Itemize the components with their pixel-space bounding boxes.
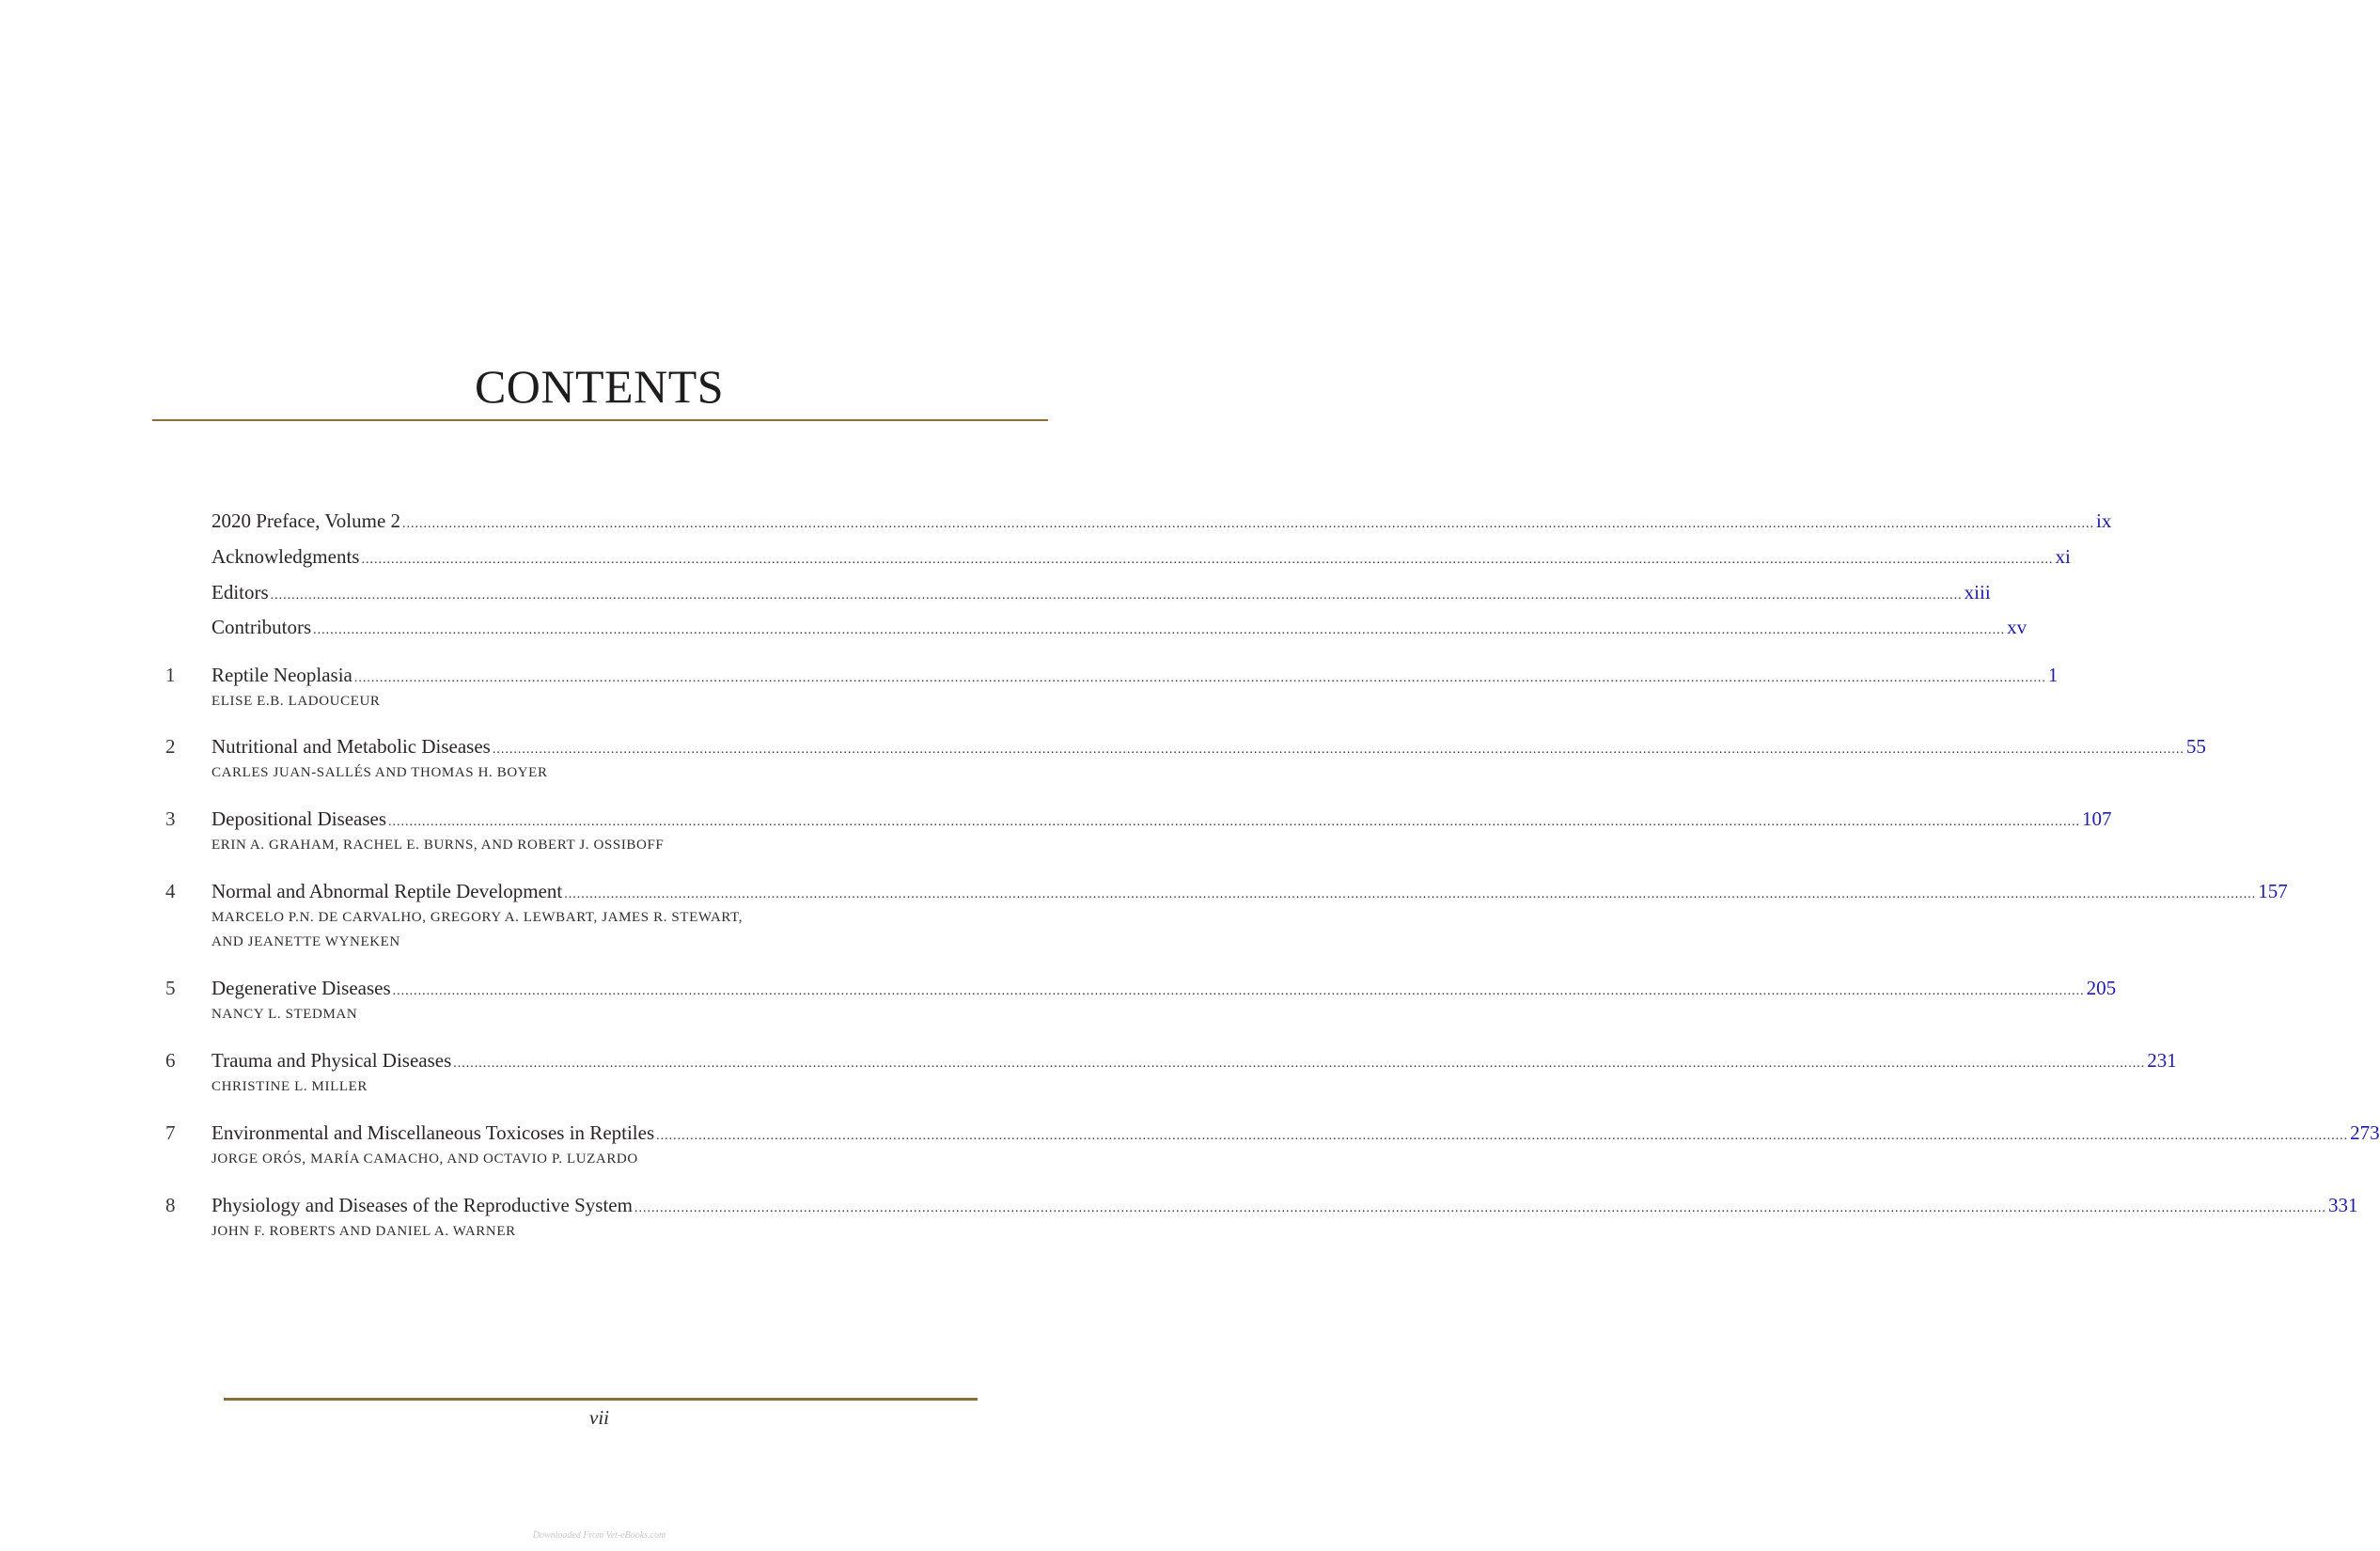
leader-dots: ................................................................................................................................................................................................................................................................................................................................................................................................................	[353, 671, 2046, 685]
leader-dots: ................................................................................................................................................................................................................................................................................................................................................................................................................	[392, 984, 2085, 998]
author-line: JORGE ORÓS, MARÍA CAMACHO, AND OCTAVIO P. LUZARDO	[211, 1152, 638, 1167]
author-line: ERIN A. GRAHAM, RACHEL E. BURNS, AND ROBERT J. OSSIBOFF	[211, 838, 665, 853]
leader-dots: ................................................................................................................................................................................................................................................................................................................................................................................................................	[361, 553, 2054, 567]
toc-entry-title: Contributors	[211, 616, 312, 638]
chapter-authors	[211, 1219, 516, 1244]
chapter-number: 1	[165, 664, 176, 686]
chapter-title: Trauma and Physical Diseases	[211, 1049, 452, 1072]
toc-page-link[interactable]: ix	[2096, 509, 2112, 532]
chapter-authors	[211, 833, 664, 857]
toc-page-link[interactable]: 205	[2086, 977, 2117, 999]
toc-page-link[interactable]: 55	[2185, 735, 2206, 758]
page-number: vii	[589, 1406, 609, 1429]
leader-dots: ................................................................................................................................................................................................................................................................................................................................................................................................................	[634, 1201, 2326, 1215]
chapter-number: 4	[165, 880, 176, 902]
chapter-authors	[211, 1147, 638, 1171]
author-line: CHRISTINE L. MILLER	[211, 1079, 368, 1094]
chapter-title: Depositional Diseases	[211, 807, 387, 830]
toc-entry-title: 2020 Preface, Volume 2	[211, 509, 401, 532]
chapter-number: 3	[165, 807, 176, 830]
author-line: JOHN F. ROBERTS AND DANIEL A. WARNER	[211, 1224, 516, 1239]
chapter-title: Degenerative Diseases	[211, 977, 391, 999]
author-line: AND JEANETTE WYNEKEN	[211, 934, 400, 949]
chapter-title: Reptile Neoplasia	[211, 664, 352, 686]
toc-page-link[interactable]: 231	[2147, 1049, 2177, 1072]
page-title: CONTENTS	[474, 360, 725, 413]
author-line: NANCY L. STEDMAN	[211, 1007, 358, 1022]
toc-entry-title: Editors	[211, 581, 269, 603]
toc-page-link[interactable]: 273	[2350, 1121, 2380, 1144]
chapter-authors	[211, 689, 381, 713]
chapter-authors	[211, 1002, 357, 1026]
chapter-number: 7	[165, 1121, 176, 1144]
toc-entry-title: Acknowledgments	[211, 545, 360, 568]
leader-dots: ................................................................................................................................................................................................................................................................................................................................................................................................................	[270, 588, 1963, 603]
author-line: MARCELO P.N. DE CARVALHO, GREGORY A. LEWBART, JAMES R. STEWART,	[211, 910, 744, 925]
toc-page-link[interactable]: 107	[2082, 807, 2112, 830]
chapter-authors	[211, 760, 548, 785]
author-line: ELISE E.B. LADOUCEUR	[211, 694, 381, 709]
toc-page-link[interactable]: 331	[2327, 1194, 2358, 1216]
toc-page-link[interactable]: xv	[2007, 616, 2028, 638]
toc-page-link[interactable]: xi	[2055, 545, 2071, 568]
author-line: CARLES JUAN-SALLÉS AND THOMAS H. BOYER	[211, 765, 548, 780]
chapter-number: 5	[165, 977, 176, 999]
chapter-number: 6	[165, 1049, 176, 1072]
leader-dots: ................................................................................................................................................................................................................................................................................................................................................................................................................	[656, 1129, 2349, 1143]
leader-dots: ................................................................................................................................................................................................................................................................................................................................................................................................................	[564, 887, 2257, 901]
chapter-number: 2	[165, 735, 176, 758]
title-rule	[152, 419, 1048, 421]
leader-dots: ................................................................................................................................................................................................................................................................................................................................................................................................................	[402, 517, 2095, 531]
chapter-authors	[211, 1074, 368, 1099]
chapter-title: Nutritional and Metabolic Diseases	[211, 735, 491, 758]
chapter-title: Normal and Abnormal Reptile Development	[211, 880, 563, 902]
toc-page-link[interactable]: 1	[2047, 664, 2059, 686]
watermark: Downloaded From Vet-eBooks.com	[532, 1530, 666, 1541]
toc-page-link[interactable]: 157	[2258, 880, 2288, 902]
leader-dots: ................................................................................................................................................................................................................................................................................................................................................................................................................	[313, 623, 2006, 637]
leader-dots: ................................................................................................................................................................................................................................................................................................................................................................................................................	[453, 1057, 2146, 1071]
footer-rule	[224, 1398, 978, 1401]
chapter-title: Physiology and Diseases of the Reproductive System	[211, 1194, 633, 1216]
chapter-title: Environmental and Miscellaneous Toxicoses in Reptiles	[211, 1121, 655, 1144]
toc-page-link[interactable]: xiii	[1964, 581, 1991, 603]
leader-dots: ................................................................................................................................................................................................................................................................................................................................................................................................................	[492, 743, 2184, 757]
leader-dots: ................................................................................................................................................................................................................................................................................................................................................................................................................	[388, 815, 2081, 829]
chapter-authors	[211, 905, 743, 954]
chapter-number: 8	[165, 1194, 176, 1216]
